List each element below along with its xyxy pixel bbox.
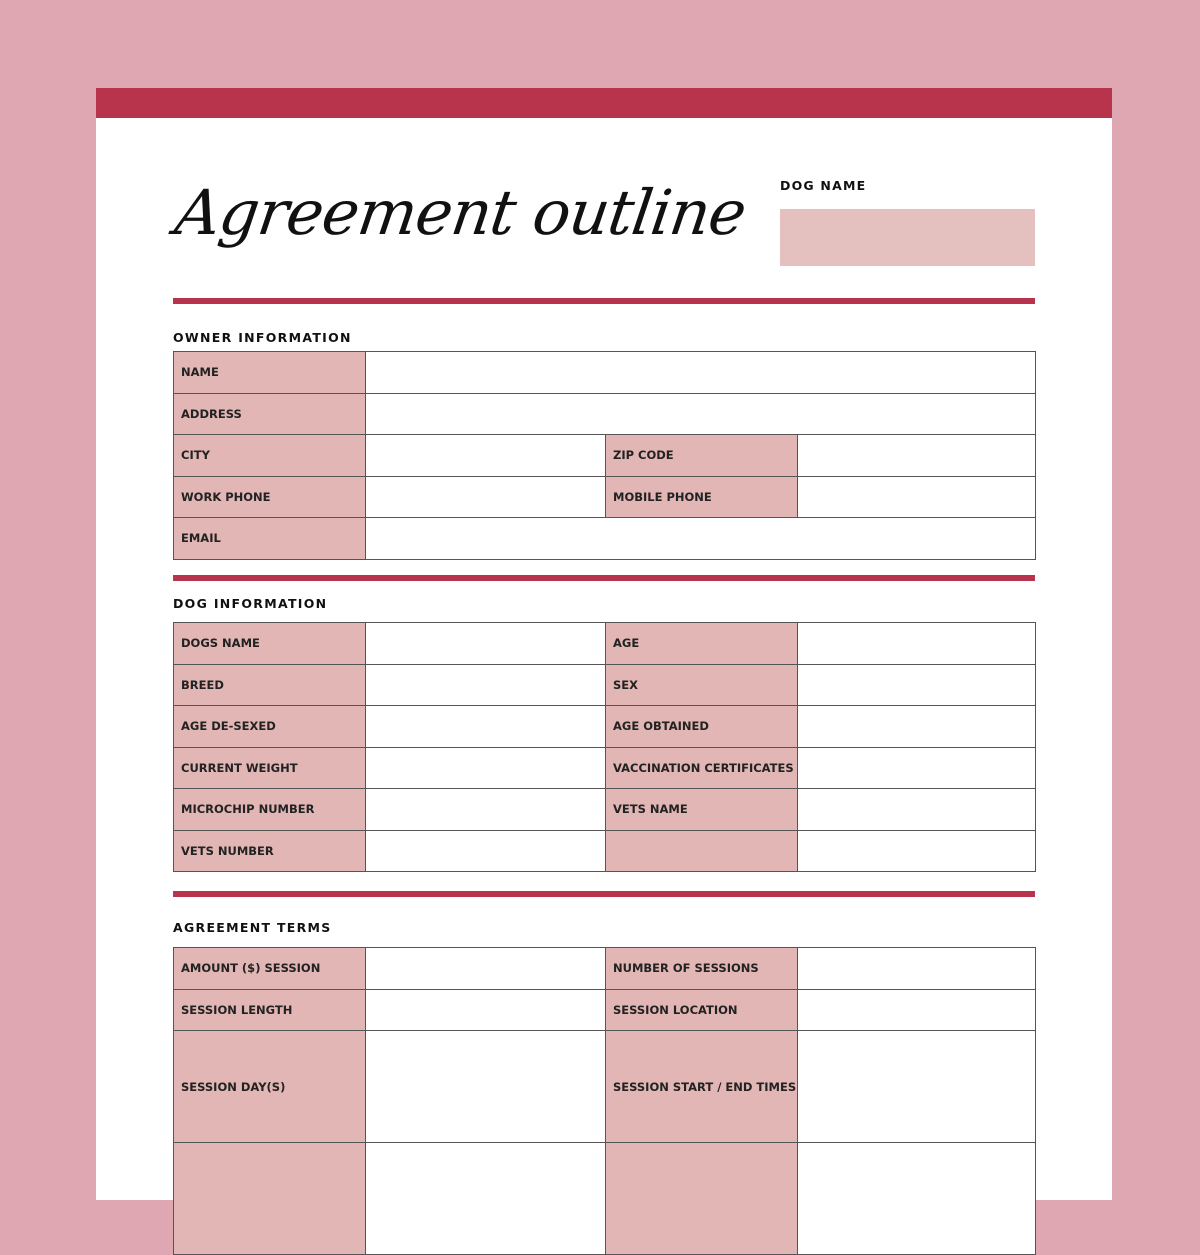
session-start-end-times-field[interactable] (798, 1031, 1036, 1143)
table-row (174, 1031, 1036, 1143)
field-label-mobile-phone: MOBILE PHONE (606, 476, 798, 518)
section-divider (173, 298, 1035, 304)
work-phone-field[interactable] (366, 476, 606, 518)
mobile-phone-field[interactable] (798, 476, 1036, 518)
dog-name-field[interactable] (780, 209, 1035, 266)
breed-field[interactable] (366, 664, 606, 706)
table-row (174, 518, 1036, 560)
header-bar (96, 88, 1112, 118)
blank-field[interactable] (366, 1143, 606, 1255)
vets-number-field[interactable] (366, 830, 606, 872)
field-label-session-start-end-times: SESSION START / END TIMES (606, 1031, 798, 1143)
field-label-amount-session: AMOUNT ($) SESSION (174, 948, 366, 990)
field-label-email: EMAIL (174, 518, 366, 560)
dog-info-title: DOG INFORMATION (173, 596, 328, 611)
field-label-zip-code: ZIP CODE (606, 435, 798, 477)
age-obtained-field[interactable] (798, 706, 1036, 748)
session-location-field[interactable] (798, 989, 1036, 1031)
table-row (174, 830, 1036, 872)
age-de-sexed-field[interactable] (366, 706, 606, 748)
field-label-current-weight: CURRENT WEIGHT (174, 747, 366, 789)
amount-session-field[interactable] (366, 948, 606, 990)
field-label-sex: SEX (606, 664, 798, 706)
table-row (174, 476, 1036, 518)
field-label-vaccination-certificates: VACCINATION CERTIFICATES (606, 747, 798, 789)
form-page (96, 88, 1112, 1200)
dogs-name-field[interactable] (366, 623, 606, 665)
field-label-session-length: SESSION LENGTH (174, 989, 366, 1031)
field-label-work-phone: WORK PHONE (174, 476, 366, 518)
dog-name-label: DOG NAME (780, 178, 867, 193)
agreement-terms-title: AGREEMENT TERMS (173, 920, 332, 935)
field-label-microchip-number: MICROCHIP NUMBER (174, 789, 366, 831)
field-label-vets-number: VETS NUMBER (174, 830, 366, 872)
sex-field[interactable] (798, 664, 1036, 706)
table-row (174, 789, 1036, 831)
field-label-blank (606, 1143, 798, 1255)
vets-name-field[interactable] (798, 789, 1036, 831)
section-divider (173, 575, 1035, 581)
name-field[interactable] (366, 352, 1036, 394)
dog-info-table (173, 622, 1036, 872)
field-label-age: AGE (606, 623, 798, 665)
table-row (174, 352, 1036, 394)
table-row (174, 664, 1036, 706)
owner-info-table (173, 351, 1036, 560)
field-label-address: ADDRESS (174, 393, 366, 435)
field-label-dogs-name: DOGS NAME (174, 623, 366, 665)
zip-code-field[interactable] (798, 435, 1036, 477)
table-row (174, 747, 1036, 789)
table-row (174, 623, 1036, 665)
city-field[interactable] (366, 435, 606, 477)
table-row (174, 948, 1036, 990)
blank-field[interactable] (798, 1143, 1036, 1255)
field-label-age-de-sexed: AGE DE-SEXED (174, 706, 366, 748)
owner-info-title: OWNER INFORMATION (173, 330, 352, 345)
table-row (174, 393, 1036, 435)
field-label-number-of-sessions: NUMBER OF SESSIONS (606, 948, 798, 990)
blank-field[interactable] (798, 830, 1036, 872)
field-label-age-obtained: AGE OBTAINED (606, 706, 798, 748)
number-of-sessions-field[interactable] (798, 948, 1036, 990)
session-length-field[interactable] (366, 989, 606, 1031)
vaccination-certificates-field[interactable] (798, 747, 1036, 789)
age-field[interactable] (798, 623, 1036, 665)
email-field[interactable] (366, 518, 1036, 560)
field-label-vets-name: VETS NAME (606, 789, 798, 831)
table-row (174, 435, 1036, 477)
microchip-number-field[interactable] (366, 789, 606, 831)
address-field[interactable] (366, 393, 1036, 435)
field-label-session-location: SESSION LOCATION (606, 989, 798, 1031)
session-days-field[interactable] (366, 1031, 606, 1143)
field-label-blank (174, 1143, 366, 1255)
table-row (174, 989, 1036, 1031)
agreement-terms-table (173, 947, 1036, 1255)
section-divider (173, 891, 1035, 897)
field-label-breed: BREED (174, 664, 366, 706)
current-weight-field[interactable] (366, 747, 606, 789)
table-row (174, 706, 1036, 748)
field-label-blank (606, 830, 798, 872)
field-label-session-days: SESSION DAY(S) (174, 1031, 366, 1143)
page-title: Agreement outline (170, 176, 751, 249)
table-row (174, 1143, 1036, 1255)
field-label-city: CITY (174, 435, 366, 477)
field-label-name: NAME (174, 352, 366, 394)
